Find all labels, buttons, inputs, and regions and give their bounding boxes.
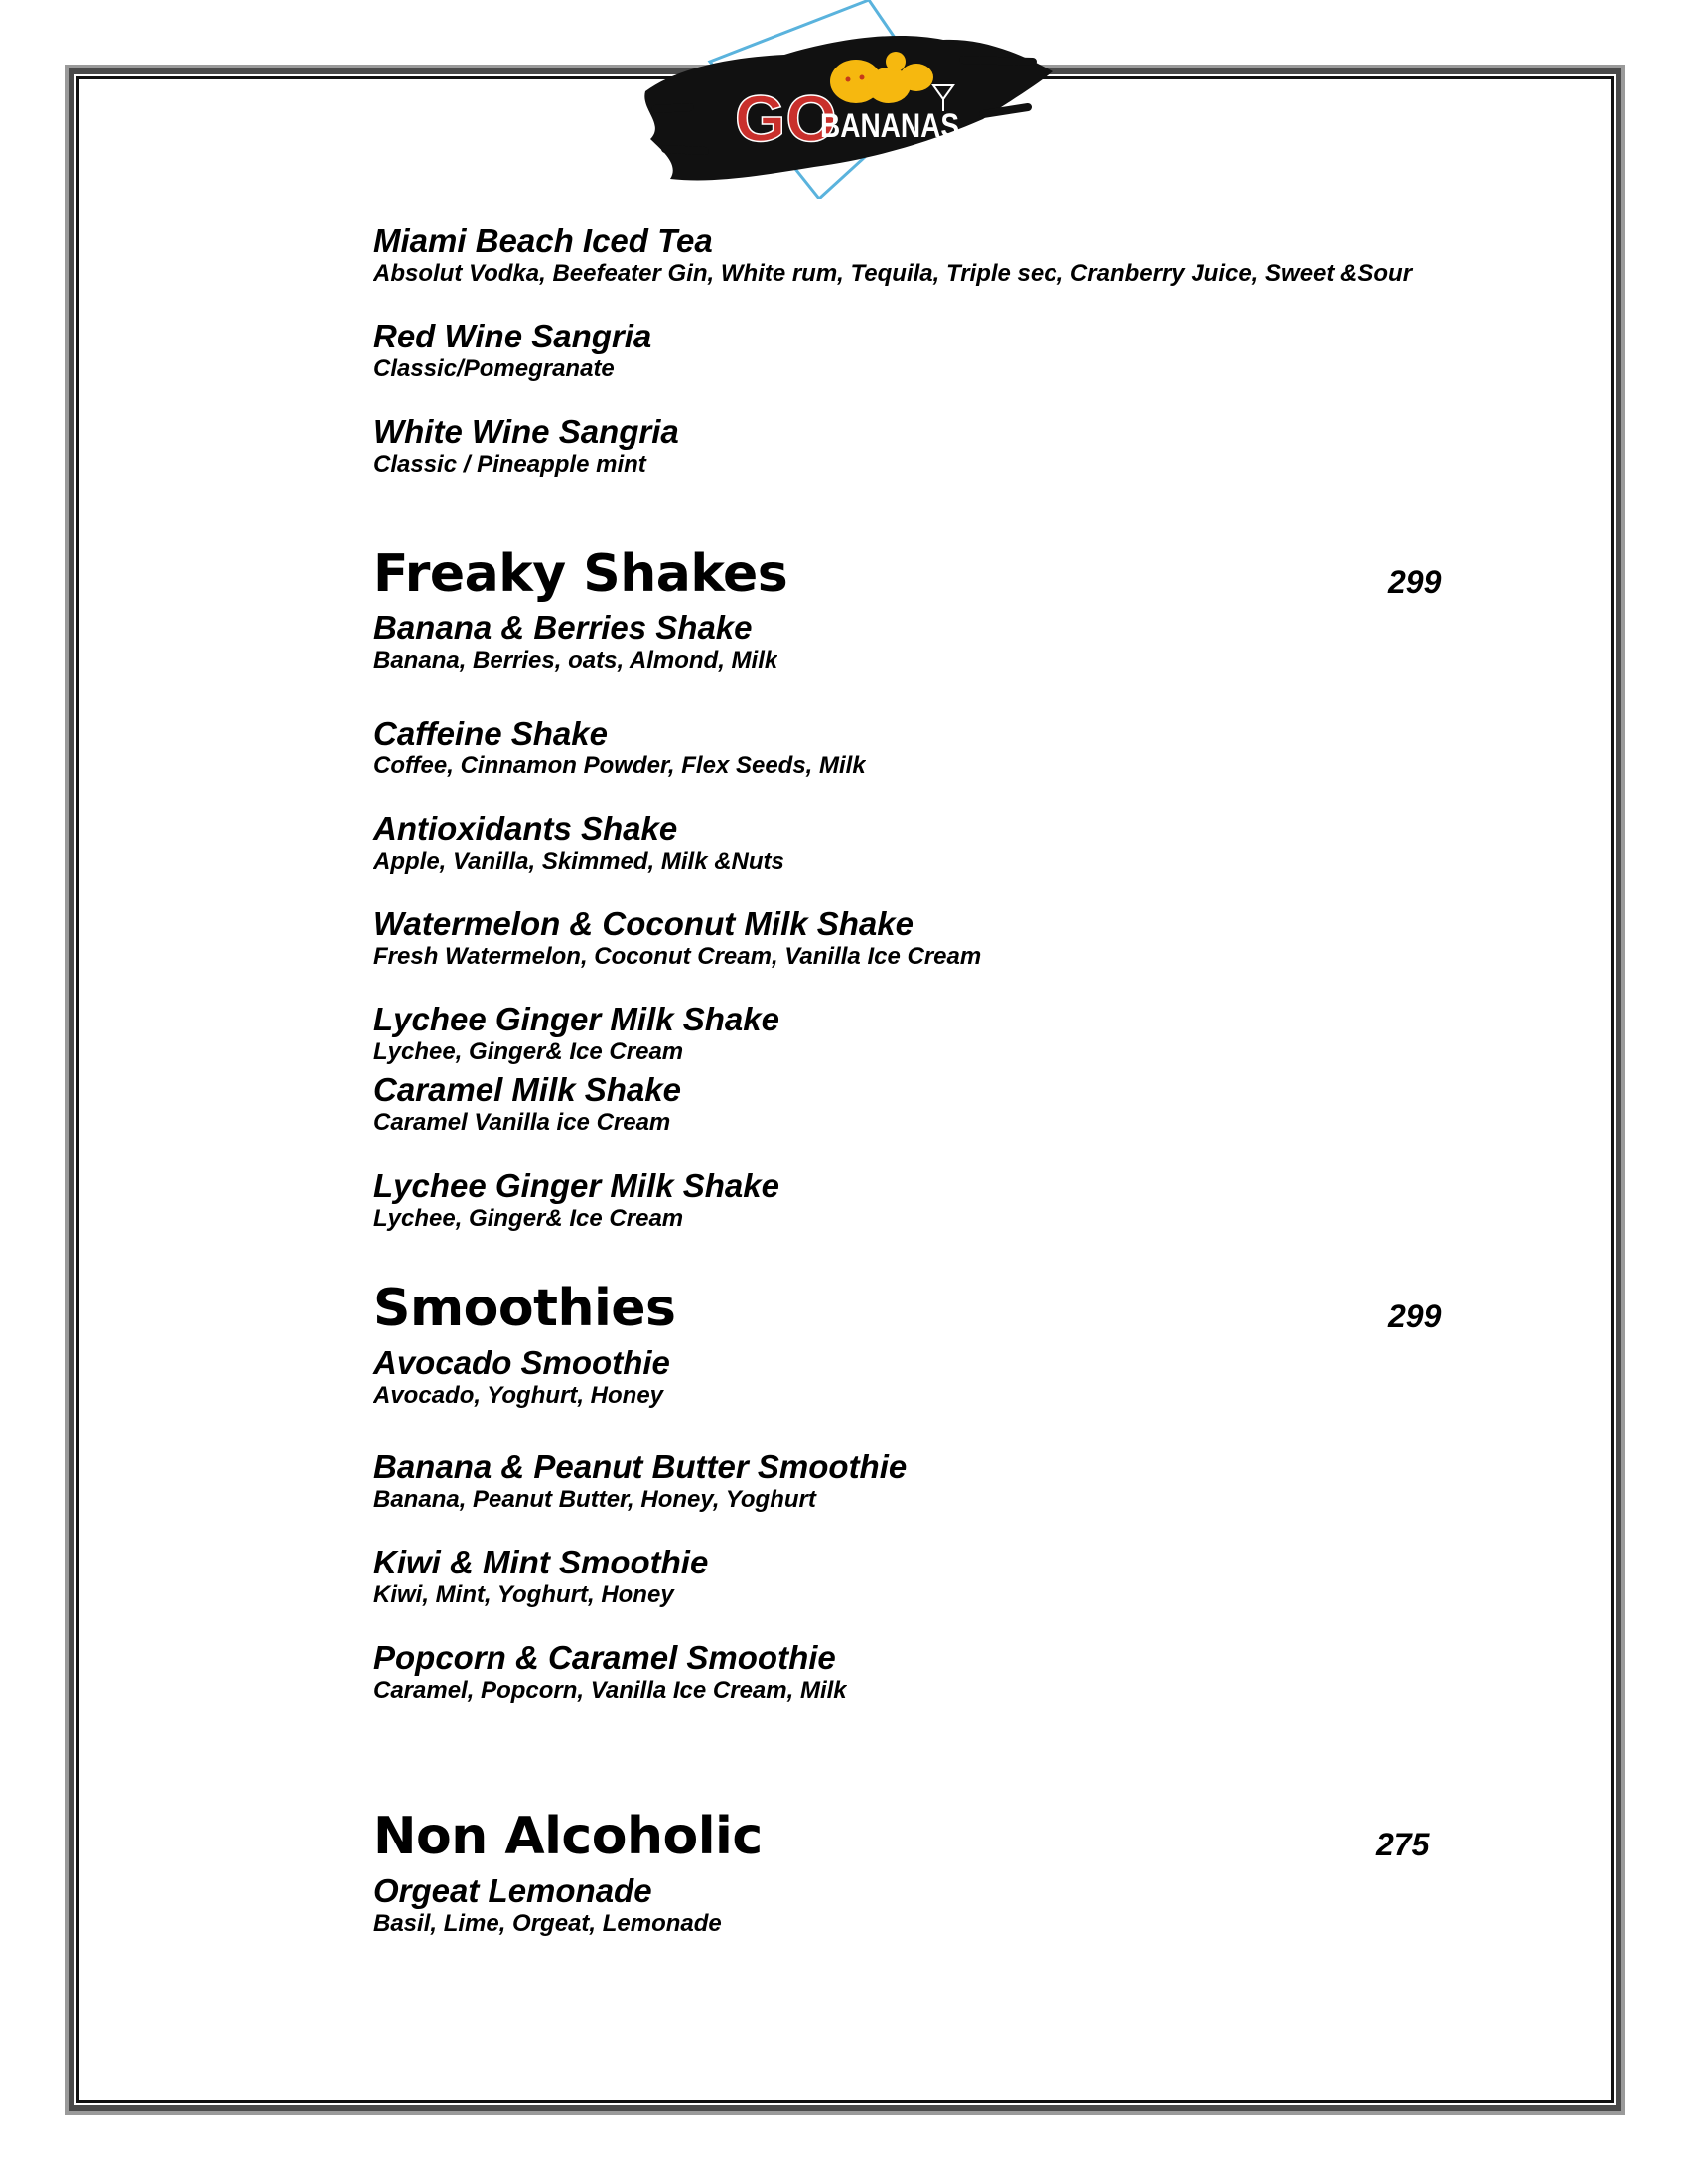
section-title-non-alcoholic: Non Alcoholic <box>373 1807 763 1866</box>
menu-item-popcorn-caramel-smoothie <box>373 1639 847 1705</box>
item-description: Caramel Vanilla ice Cream <box>373 1109 671 1136</box>
item-name: Caffeine Shake <box>373 715 608 751</box>
menu-item-banana-peanut-butter-smoothie <box>373 1448 907 1514</box>
section-title-freaky-shakes: Freaky Shakes <box>373 544 788 604</box>
item-description: Banana, Peanut Butter, Honey, Yoghurt <box>373 1486 816 1513</box>
item-description: Basil, Lime, Orgeat, Lemonade <box>373 1910 722 1937</box>
menu-item-miami-beach-iced-tea <box>373 222 1456 288</box>
item-description: Lychee, Ginger& Ice Cream <box>373 1038 684 1065</box>
section-price-freaky-shakes: 299 <box>1388 564 1442 600</box>
section-price-non-alcoholic: 275 <box>1376 1827 1430 1862</box>
menu-item-caffeine-shake <box>373 715 866 780</box>
menu-frame-inner <box>76 76 1614 2103</box>
item-name: Watermelon & Coconut Milk Shake <box>373 905 914 942</box>
logo-word-bananas: BANANAS <box>820 107 959 145</box>
item-description: Fresh Watermelon, Coconut Cream, Vanilla Ice Cream <box>373 943 982 970</box>
item-description: Classic/Pomegranate <box>373 355 615 382</box>
item-name: Kiwi & Mint Smoothie <box>373 1544 709 1580</box>
item-name: Miami Beach Iced Tea <box>373 222 713 259</box>
item-name: Orgeat Lemonade <box>373 1872 652 1909</box>
menu-item-kiwi-mint-smoothie <box>373 1544 708 1609</box>
menu-item-avocado-smoothie <box>373 1344 670 1410</box>
item-name: Red Wine Sangria <box>373 318 652 354</box>
item-name: Lychee Ginger Milk Shake <box>373 1167 779 1204</box>
item-description: Kiwi, Mint, Yoghurt, Honey <box>373 1581 674 1608</box>
menu-item-white-wine-sangria <box>373 413 679 478</box>
item-description: Coffee, Cinnamon Powder, Flex Seeds, Milk <box>373 752 866 779</box>
menu-item-lychee-ginger-milk-shake <box>373 1001 779 1066</box>
item-description: Avocado, Yoghurt, Honey <box>373 1382 664 1409</box>
menu-item-orgeat-lemonade <box>373 1872 722 1938</box>
item-description: Banana, Berries, oats, Almond, Milk <box>373 647 778 674</box>
menu-item-watermelon-coconut-milk-shake <box>373 905 981 971</box>
item-name: Antioxidants Shake <box>373 810 678 847</box>
menu-item-banana-berries-shake <box>373 610 777 675</box>
menu-item-caramel-milk-shake <box>373 1071 681 1137</box>
item-name: Popcorn & Caramel Smoothie <box>373 1639 836 1676</box>
item-name: Lychee Ginger Milk Shake <box>373 1001 779 1037</box>
section-title-smoothies: Smoothies <box>373 1279 676 1338</box>
menu-item-red-wine-sangria <box>373 318 651 383</box>
item-name: Banana & Berries Shake <box>373 610 753 646</box>
menu-item-antioxidants-shake <box>373 810 784 876</box>
item-description: Absolut Vodka, Beefeater Gin, White rum, Tequila, Triple sec, Cranberry Juice, Sweet &Sour <box>373 260 1413 287</box>
item-name: White Wine Sangria <box>373 413 679 450</box>
logo-word-go: GO <box>735 81 837 155</box>
item-name: Caramel Milk Shake <box>373 1071 681 1108</box>
item-name: Avocado Smoothie <box>373 1344 670 1381</box>
item-description: Caramel, Popcorn, Vanilla Ice Cream, Milk <box>373 1677 847 1704</box>
item-name: Banana & Peanut Butter Smoothie <box>373 1448 908 1485</box>
go-bananas-logo <box>635 0 1062 199</box>
menu-item-lychee-ginger-milk-shake-2 <box>373 1167 779 1233</box>
section-price-smoothies: 299 <box>1388 1298 1442 1334</box>
item-description: Lychee, Ginger& Ice Cream <box>373 1205 684 1232</box>
item-description: Apple, Vanilla, Skimmed, Milk &Nuts <box>373 848 784 875</box>
item-description: Classic / Pineapple mint <box>373 451 646 478</box>
